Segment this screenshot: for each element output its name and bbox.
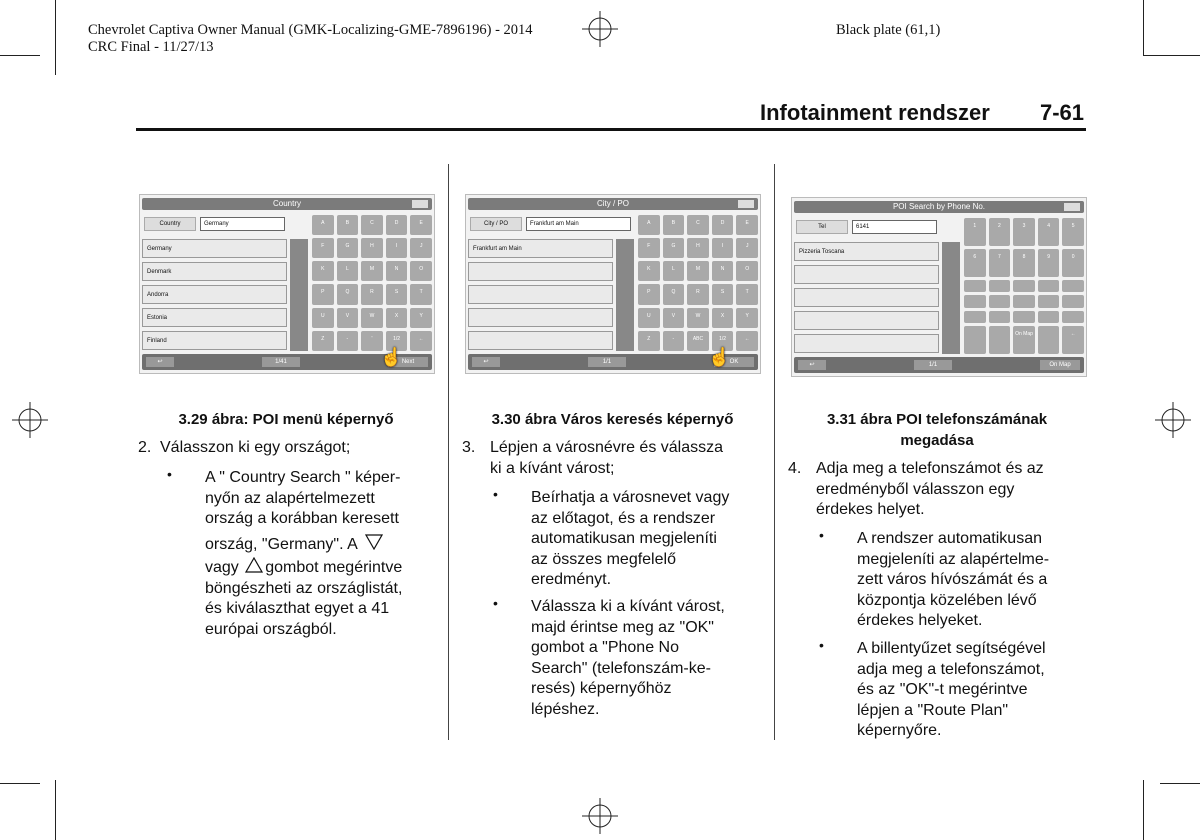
keyboard-key[interactable]: ← xyxy=(736,331,758,351)
keyboard-key[interactable] xyxy=(989,311,1011,323)
text-line: lépéshez. xyxy=(531,700,600,718)
keyboard-key[interactable]: L xyxy=(663,261,685,281)
column-divider xyxy=(774,164,775,740)
page-counter: 1/1 xyxy=(914,360,952,370)
keyboard-key[interactable]: - xyxy=(663,331,685,351)
screen-list-item[interactable]: Finland xyxy=(142,331,287,350)
screen-input-field[interactable]: Frankfurt am Main xyxy=(526,217,631,231)
screen-input-field[interactable]: Germany xyxy=(200,217,285,231)
keyboard-key[interactable]: ' xyxy=(361,331,383,351)
text-line: majd érintse meg az "OK" xyxy=(531,618,714,636)
step-number: 4. xyxy=(788,460,802,477)
caption-line: megadása xyxy=(900,432,974,449)
page-number: 7-61 xyxy=(1040,100,1085,125)
keyboard-key[interactable]: ← xyxy=(1062,326,1084,354)
keyboard-key[interactable] xyxy=(989,295,1011,307)
keyboard-key[interactable]: B xyxy=(663,215,685,235)
keyboard-key[interactable] xyxy=(1038,295,1060,307)
screen-list-item[interactable] xyxy=(468,262,613,281)
text-line: és az "OK"-t megérintve xyxy=(857,681,1028,698)
text-line: az összes megfelelő xyxy=(531,550,676,568)
keyboard-key[interactable]: 7 xyxy=(989,249,1011,277)
keyboard-key[interactable]: X xyxy=(712,308,734,328)
keyboard-key[interactable]: M xyxy=(361,261,383,281)
keyboard-key[interactable]: C xyxy=(361,215,383,235)
screen-keyboard xyxy=(638,215,758,351)
keyboard-key[interactable] xyxy=(989,326,1011,354)
registration-mark-icon xyxy=(1155,402,1191,438)
screen-list-item[interactable]: Estonia xyxy=(142,308,287,327)
pointer-hand-icon: ☝ xyxy=(380,347,403,367)
keyboard-key[interactable]: L xyxy=(337,261,359,281)
screenshot-country-search xyxy=(139,194,435,374)
keyboard-key[interactable]: C xyxy=(687,215,709,235)
figure-caption: 3.29 ábra: POI menü képernyő xyxy=(178,411,394,428)
keyboard-key[interactable]: M xyxy=(687,261,709,281)
keyboard-key[interactable]: - xyxy=(337,331,359,351)
screen-list-item[interactable] xyxy=(468,331,613,350)
keyboard-key[interactable] xyxy=(1062,280,1084,292)
text-line: lépjen a "Route Plan" xyxy=(857,701,1009,719)
keyboard-key[interactable] xyxy=(1038,326,1060,354)
bullet-text xyxy=(857,639,1097,742)
crop-mark xyxy=(55,0,56,75)
screen-list-item[interactable]: Andorra xyxy=(142,285,287,304)
column-divider xyxy=(448,164,449,740)
keyboard-key[interactable]: S xyxy=(712,284,734,304)
bullet-icon: • xyxy=(819,637,824,653)
keyboard-key[interactable] xyxy=(1062,311,1084,323)
keyboard-key[interactable] xyxy=(1038,311,1060,323)
text-line: nyőn az alapértelmezett xyxy=(205,489,375,507)
keyboard-key[interactable] xyxy=(1038,280,1060,292)
keyboard-key[interactable]: N xyxy=(712,261,734,281)
keyboard-key[interactable]: 0 xyxy=(1062,249,1084,277)
bullet-icon: • xyxy=(819,527,824,543)
crop-mark xyxy=(0,783,40,784)
keyboard-key[interactable]: E xyxy=(410,215,432,235)
keyboard-key[interactable] xyxy=(1013,311,1035,323)
confirm-button[interactable]: On Map xyxy=(1040,360,1080,370)
step-text xyxy=(490,438,770,479)
triangle-up-icon xyxy=(245,557,263,573)
keyboard-key[interactable]: H xyxy=(687,238,709,258)
keyboard-key[interactable]: I xyxy=(386,238,408,258)
keyboard-key[interactable] xyxy=(989,280,1011,292)
triangle-down-icon xyxy=(365,534,383,550)
keyboard-key[interactable] xyxy=(1062,295,1084,307)
screenshot-phone-search xyxy=(791,197,1087,377)
bullet-text xyxy=(857,529,1097,632)
screen-list-item[interactable] xyxy=(794,311,939,330)
screen-title-bar: POI Search by Phone No. xyxy=(794,201,1084,213)
text-line: Válassza ki a kívánt várost, xyxy=(531,598,725,615)
keyboard-key[interactable]: ← xyxy=(410,331,432,351)
text-line xyxy=(205,534,445,556)
settings-icon[interactable] xyxy=(1064,203,1080,211)
back-button[interactable]: ↩ xyxy=(472,357,500,367)
text-line: gombot a "Phone No xyxy=(531,639,679,656)
figure-caption xyxy=(786,409,1088,451)
text-line: érdekes helyeket. xyxy=(857,612,983,629)
crop-mark xyxy=(1143,780,1144,840)
crop-mark xyxy=(1143,55,1200,56)
text-line: Beírhatja a városnevet vagy xyxy=(531,489,730,506)
screen-list-item[interactable] xyxy=(794,334,939,353)
keyboard-key[interactable]: U xyxy=(312,308,334,328)
text-line: Adja meg a telefonszámot és az xyxy=(816,460,1044,477)
section-title: Infotainment rendszer xyxy=(760,100,990,125)
text-line: A rendszer automatikusan xyxy=(857,530,1042,547)
screen-list-item[interactable]: Pizzeria Toscana xyxy=(794,242,939,261)
text-line: képernyőre. xyxy=(857,722,942,739)
screen-scrollbar[interactable] xyxy=(616,239,634,351)
text-line: ki a kívánt várost; xyxy=(490,459,615,477)
text-line: Search" (telefonszám-ke- xyxy=(531,659,711,677)
keyboard-key[interactable]: 1/2 xyxy=(712,331,734,351)
keyboard-key[interactable]: D xyxy=(712,215,734,235)
keyboard-key[interactable]: On Map xyxy=(1013,326,1035,354)
text-line: és kiválaszthat egyet a 41 xyxy=(205,600,390,617)
text-line: érdekes helyet. xyxy=(816,501,925,518)
figure-caption: 3.30 ábra Város keresés képernyő xyxy=(491,411,734,428)
keyboard-key[interactable]: V xyxy=(337,308,359,328)
bullet-text xyxy=(531,488,771,591)
keyboard-key[interactable]: T xyxy=(736,284,758,304)
screen-scrollbar[interactable] xyxy=(290,239,308,351)
text-line: gombot megérintve xyxy=(265,559,403,576)
keyboard-key[interactable]: ABC xyxy=(687,331,709,351)
keyboard-key[interactable]: I xyxy=(712,238,734,258)
screen-list-item[interactable]: Germany xyxy=(142,239,287,258)
bullet-icon: • xyxy=(493,595,498,611)
screen-bottom-bar xyxy=(794,357,1084,373)
screen-field-label: City / PO xyxy=(470,217,522,231)
screen-list-item[interactable]: Denmark xyxy=(142,262,287,281)
registration-mark-icon xyxy=(582,798,618,834)
registration-mark-icon xyxy=(582,11,618,47)
text-line: ország, "Germany". A xyxy=(205,535,357,553)
keyboard-key[interactable]: X xyxy=(386,308,408,328)
bullet-icon: • xyxy=(493,486,498,502)
screen-field-label: Tel xyxy=(796,220,848,234)
crop-mark xyxy=(0,55,40,56)
keyboard-key[interactable]: Q xyxy=(337,284,359,304)
keyboard-key[interactable]: Z xyxy=(638,331,660,351)
keyboard-key[interactable]: H xyxy=(361,238,383,258)
back-button[interactable]: ↩ xyxy=(146,357,174,367)
header-rule xyxy=(136,128,1086,131)
keyboard-key[interactable] xyxy=(964,280,986,292)
keyboard-key[interactable]: P xyxy=(312,284,334,304)
keyboard-key[interactable]: J xyxy=(410,238,432,258)
keyboard-key[interactable]: U xyxy=(638,308,660,328)
keyboard-key[interactable]: O xyxy=(736,261,758,281)
screenshot-city-search xyxy=(465,194,761,374)
keyboard-key[interactable]: G xyxy=(663,238,685,258)
confirm-button[interactable]: OK xyxy=(714,357,754,367)
screen-title-bar: Country xyxy=(142,198,432,210)
step-item xyxy=(138,438,438,460)
screen-list-item[interactable] xyxy=(468,308,613,327)
text-line: ország a korábban keresett xyxy=(205,510,399,527)
text-line: automatikusan megjeleníti xyxy=(531,530,717,547)
keyboard-key[interactable]: O xyxy=(410,261,432,281)
print-header-line: CRC Final - 11/27/13 xyxy=(88,39,214,55)
screen-keyboard xyxy=(312,215,432,351)
keyboard-key[interactable]: S xyxy=(386,284,408,304)
keyboard-key[interactable]: A xyxy=(638,215,660,235)
print-header xyxy=(88,22,533,56)
keyboard-key[interactable]: N xyxy=(386,261,408,281)
text-line: központja közelében lévő xyxy=(857,591,1037,609)
keyboard-key[interactable]: J xyxy=(736,238,758,258)
step-text: Válasszon ki egy országot; xyxy=(160,439,351,456)
step-text xyxy=(816,459,1096,521)
text-line: megjeleníti az alapértelme- xyxy=(857,550,1050,568)
keyboard-key[interactable] xyxy=(964,311,986,323)
keyboard-key[interactable]: K xyxy=(638,261,660,281)
crop-mark xyxy=(55,780,56,840)
text-line: eredményből válasszon egy xyxy=(816,480,1015,498)
bullet-text xyxy=(205,468,445,640)
text-line: A billentyűzet segítségével xyxy=(857,640,1046,657)
text-line: európai országból. xyxy=(205,620,337,638)
screen-list-item[interactable]: Frankfurt am Main xyxy=(468,239,613,258)
caption-line: 3.31 ábra POI telefonszámának xyxy=(826,411,1048,428)
crop-mark xyxy=(1143,0,1144,55)
keyboard-key[interactable]: Z xyxy=(312,331,334,351)
keyboard-key[interactable]: Y xyxy=(410,308,432,328)
screen-list-item[interactable] xyxy=(468,285,613,304)
back-button[interactable]: ↩ xyxy=(798,360,826,370)
keyboard-key[interactable]: B xyxy=(337,215,359,235)
keyboard-key[interactable] xyxy=(964,295,986,307)
screen-keyboard xyxy=(964,218,1084,354)
keyboard-key[interactable]: 1 xyxy=(964,218,986,246)
screen-field-label: Country xyxy=(144,217,196,231)
text-line xyxy=(205,557,445,579)
keyboard-key[interactable] xyxy=(964,326,986,354)
text-line: böngészheti az országlistát, xyxy=(205,579,403,597)
plate-label: Black plate (61,1) xyxy=(836,22,941,38)
page-counter: 1/1 xyxy=(588,357,626,367)
keyboard-key[interactable] xyxy=(1013,295,1035,307)
keyboard-key[interactable]: 1/2 xyxy=(386,331,408,351)
keyboard-key[interactable]: 6 xyxy=(964,249,986,277)
keyboard-key[interactable]: R xyxy=(687,284,709,304)
keyboard-key[interactable]: Y xyxy=(736,308,758,328)
keyboard-key[interactable]: F xyxy=(312,238,334,258)
keyboard-key[interactable]: 3 xyxy=(1013,218,1035,246)
print-header-line: Chevrolet Captiva Owner Manual (GMK-Localizing-GME-7896196) - 2014 xyxy=(88,22,533,38)
keyboard-key[interactable]: W xyxy=(687,308,709,328)
crop-mark xyxy=(1160,783,1200,784)
screen-scrollbar[interactable] xyxy=(942,242,960,354)
keyboard-key[interactable]: K xyxy=(312,261,334,281)
text-line: eredményt. xyxy=(531,571,612,588)
keyboard-key[interactable]: 9 xyxy=(1038,249,1060,277)
page-counter: 1/41 xyxy=(262,357,300,367)
pointer-hand-icon: ☝ xyxy=(708,347,731,367)
screen-list-item[interactable] xyxy=(794,265,939,284)
keyboard-key[interactable]: V xyxy=(663,308,685,328)
keyboard-key[interactable]: R xyxy=(361,284,383,304)
keyboard-key[interactable]: F xyxy=(638,238,660,258)
keyboard-key[interactable]: P xyxy=(638,284,660,304)
screen-list-item[interactable] xyxy=(794,288,939,307)
keyboard-key[interactable]: 5 xyxy=(1062,218,1084,246)
keyboard-key[interactable]: G xyxy=(337,238,359,258)
keyboard-key[interactable]: 8 xyxy=(1013,249,1035,277)
keyboard-key[interactable]: A xyxy=(312,215,334,235)
registration-mark-icon xyxy=(12,402,48,438)
confirm-button[interactable]: Next xyxy=(388,357,428,367)
keyboard-key[interactable] xyxy=(1013,280,1035,292)
screen-input-field[interactable]: 6141 xyxy=(852,220,937,234)
keyboard-key[interactable]: T xyxy=(410,284,432,304)
bullet-icon: • xyxy=(167,466,172,482)
keyboard-key[interactable]: 4 xyxy=(1038,218,1060,246)
screen-title-bar: City / PO xyxy=(468,198,758,210)
step-number: 3. xyxy=(462,439,476,456)
keyboard-key[interactable]: E xyxy=(736,215,758,235)
text-line: az előtagot, és a rendszer xyxy=(531,509,716,527)
text-line: resés) képernyőhöz xyxy=(531,680,672,697)
text-line: Lépjen a városnévre és válassza xyxy=(490,439,724,456)
text-line: adja meg a telefonszámot, xyxy=(857,660,1045,678)
step-number: 2. xyxy=(138,439,152,456)
settings-icon[interactable] xyxy=(738,200,754,208)
keyboard-key[interactable]: Q xyxy=(663,284,685,304)
bullet-text xyxy=(531,597,771,720)
keyboard-key[interactable]: W xyxy=(361,308,383,328)
text-line: A " Country Search " képer- xyxy=(205,469,401,486)
keyboard-key[interactable]: D xyxy=(386,215,408,235)
keyboard-key[interactable]: 2 xyxy=(989,218,1011,246)
settings-icon[interactable] xyxy=(412,200,428,208)
text-line: vagy xyxy=(205,559,239,576)
text-line: zett város hívószámát és a xyxy=(857,571,1048,588)
